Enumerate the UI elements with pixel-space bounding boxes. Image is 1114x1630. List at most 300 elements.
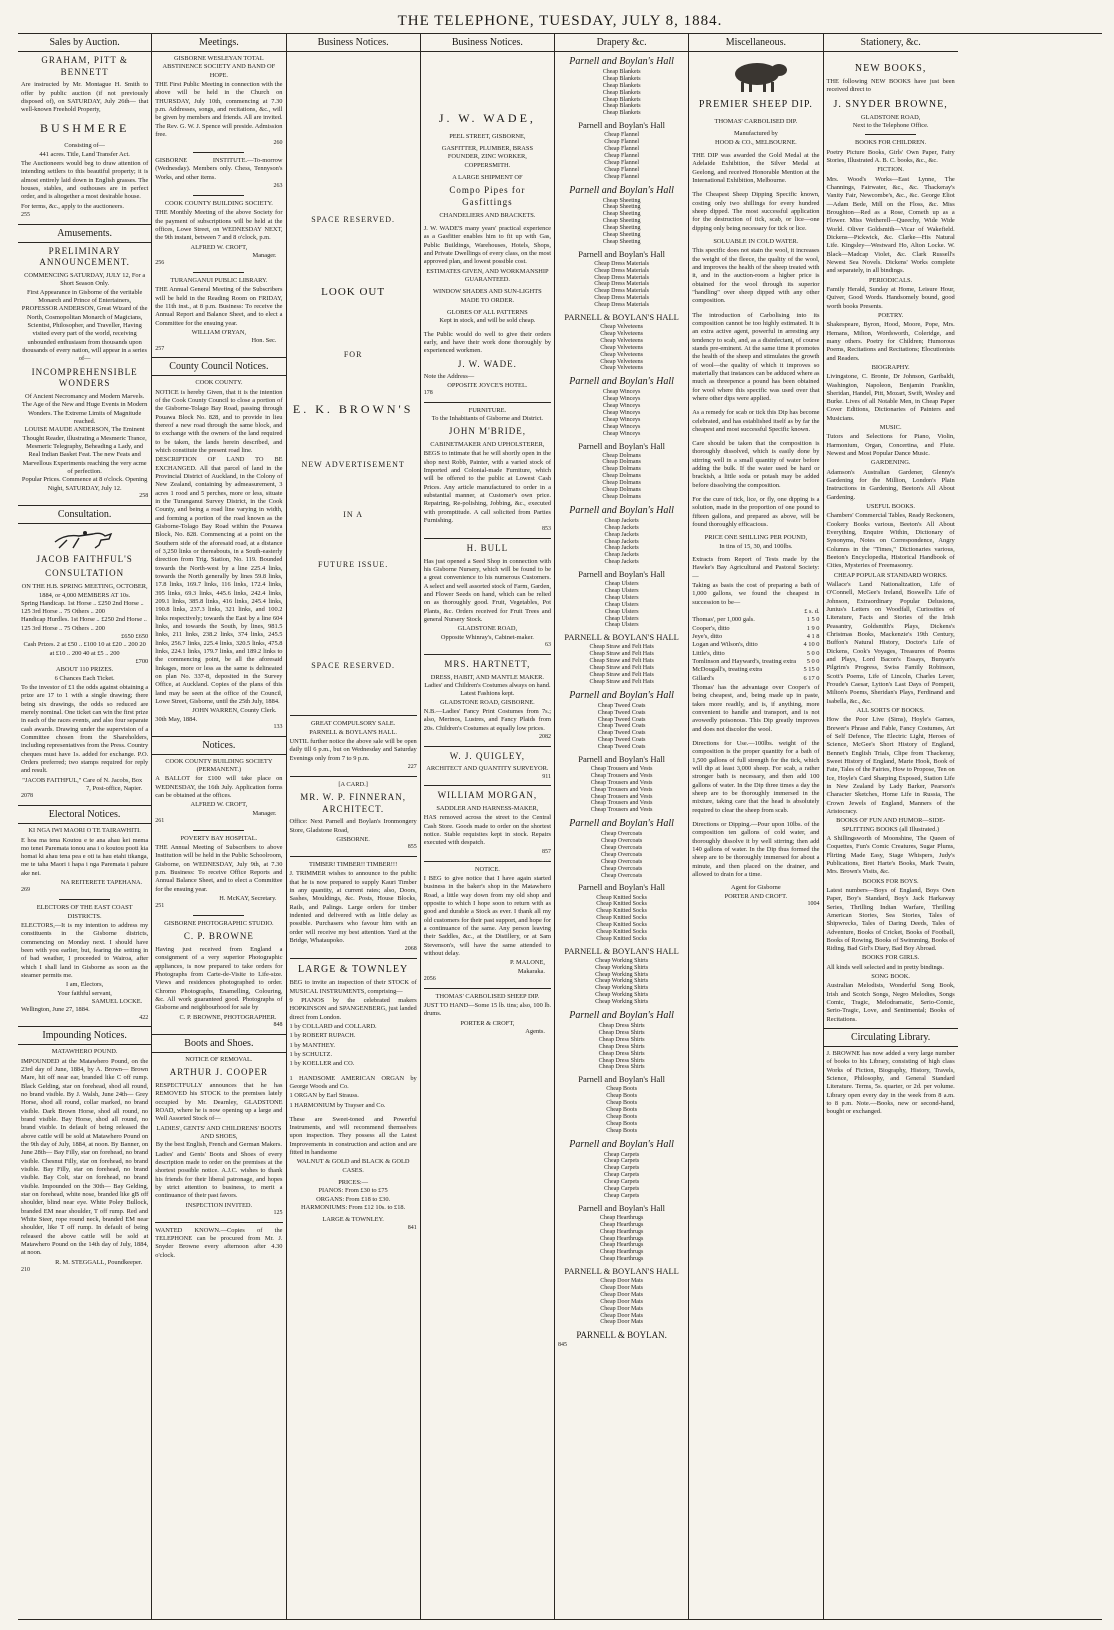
ad-title: JACOB FAITHFUL'S (36, 553, 133, 564)
ad-body: THE Monthly Meeting of the above Society for the payment of subscriptions will be held at the offices, Lowe Street, on WEDNESDAY NEXT, the 9th instant, between 7 and 8 o'clock, p.m. (155, 209, 283, 242)
ad-body: Ladies' and Children's Costumes always on hand. Latest Fashions kept. (424, 681, 551, 698)
goods-item: Cheap Ulsters (604, 594, 639, 601)
goods-item: Cheap Dress Shirts (598, 1050, 645, 1057)
ad-title: Compo Pipes for Gasfittings (449, 185, 526, 207)
ad-signature: H. McKAY, Secretary. (219, 895, 277, 903)
ad-body: J. W. WADE'S many years' practical experience as a Gasfitter enables him to fit up with Gas, Public Buildings, Warehouses, Hotels, Shops, and Private Dwellings of every class, on the most approved plan, and lowest possible cost. (423, 224, 551, 266)
ad-body: This specific does not stain the wool, it increases the weight of the fleece, the quality of the wool, and improves the health of the sheep treated with it, and in the auction-room a higher price is obtained for the wool through its superior "handling" over sheep dipped with any other composition. (692, 247, 820, 305)
goods-item: Cheap Hearthrugs (599, 1221, 644, 1228)
column-miscellaneous (689, 34, 823, 1619)
goods-item: Cheap Flannel (604, 159, 640, 166)
ad-body: THE Annual Meeting of Subscribers to above Institution will be held in the Public Schoolroom, Gisborne, on WEDNESDAY, July 9th, at 7.30 p.m. Business: To receive Office Reports and Annual Balance Sheet, and to elect a Committee for the ensuing year. (155, 844, 283, 893)
drapery-list (558, 55, 685, 1326)
ad-body: BEGS to intimate that he will shortly open in the shop next Robb, Painter, with a varied stock of Imported and Colonial-made Furniture, which will be offered to the public at Lowest Cash Prices. Any article manufactured to order in a substantial manner, at Customer's own price. Repairing, Re-polishing, Jobbing, &c., executed with promptitude. A call solicited from Parties Furnishing. (423, 450, 551, 524)
goods-item: Cheap Trousers and Vests (590, 786, 653, 793)
ad-body: Has just opened a Seed Shop in connection with his Gisborne Nursery, which will be found to be a great convenience to his numerous Customers. A select and well assorted stock of Farm, Garden, and Flower Seeds on hand, which can be relied on as thoroughly good. Fruit, Vegetables, Pot Plants, &c. Orders received for Fruit Trees and general Nursery Stock. (423, 557, 551, 624)
ad-ref: 263 (273, 183, 283, 190)
hall-heading: Parnell and Boylan's Hall (569, 1138, 674, 1150)
goods-list (558, 1086, 685, 1134)
ad-body: Family Herald, Sunday at Home, Leisure Hour, Quiver, Good Words. Handsomely bound, good worth books Presents. (826, 285, 955, 310)
ad-body: THE following NEW BOOKS have just been received direct to (826, 78, 955, 94)
ad-body: DESCRIPTION OF LAND TO BE EXCHANGED. All that parcel of land in the Provincial District of Auckland, in the Colony of New Zealand, containing by admeasurement, 3 acres 1 rood and 5 perches, more or less, situate in the Turanganui Survey District, in the Cook County, and being a road line varying in width, and forming a portion of the road known as the Gisborne-Tolago Bay Road within the Pouawa Block, No. 828. Commencing at a point on the Southern side of the aforesaid road, at a distance of 3,250 links or thereabouts, in a South-easterly direction from Trig. Station, No. 119. Bounded towards the North-west by a line 225.4 links, towards the North generally by lines 59.8 links, 17.8 links, 169.7 links, 116 links, 172.4 links, 395 links, 69.3 links, 445.6 links, 242.4 links, 209.1 links, 385.8 links, 416 links, 245.4 links, 190.8 links, 237.3 links, 321 links, and 100.2 links respectively; towards the East by a line 604 links, and towards the South, by lines, 981.5 links, 211 links, 238.2 links, 374 links, 245.5 links, 256.7 links, 225.4 links, 320.5 links, 475.8 links, 224.1 links, 179.7 links, and 189.2 links to the commencing point, be all the aforesaid linkages, more or less as the same is delineated on plan No. 337-8, deposited in the Survey Office, at Auckland. Copies of the plans of this land may be seen at the office of the Council, Lowe Street, Gisborne, until the 25th July, 1884. (155, 456, 283, 705)
column-heading: Miscellaneous. (689, 34, 822, 52)
ad-body: 9 PIANOS by the celebrated makers HOPKINSON and SPANGENBERG, just landed direct from London. (289, 996, 417, 1021)
goods-item: Cheap Dress Shirts (598, 1023, 645, 1030)
goods-list (558, 1278, 685, 1326)
cost-value: 4 1 8 (806, 633, 820, 641)
ad-text: FOUNDER, ZINC WORKER, (447, 153, 527, 161)
ad-text: GASFITTER, PLUMBER, BRASS (441, 144, 533, 152)
spacer (290, 520, 417, 560)
ad-ref: 63 (545, 642, 551, 649)
ad-body: Chambers' Commercial Tables, Ready Reckoners, Cookery Books various, Beeton's All About Everything, Enquire Within, Dictionary of Synonyms, Notes on Correspondence, Angry Columns in the "Times," Dictionaries various, Beeton's Encyclopedia, Historical Handbook of Cities, Mysteries of Freemasonry. (826, 512, 955, 570)
goods-item: Cheap Dress Materials (594, 295, 649, 302)
ad-text: I am, Electors, (65, 981, 104, 989)
ad-text: DRESS, HABIT, AND MANTLE MAKER. (430, 673, 545, 681)
goods-list (558, 389, 685, 437)
divider (59, 899, 110, 900)
handicap-spring: Spring Handicap. 1st Horse .. £250 2nd Horse .. 125 3rd Horse .. 75 Others .. 200 (21, 599, 144, 616)
ad-text: GLOBES OF ALL PATTERNS (447, 308, 528, 316)
ad-signature: PORTER & CROFT, (460, 1019, 515, 1027)
section-heading: Boots and Shoes. (152, 1034, 285, 1053)
cash-total: £700 (135, 658, 149, 666)
ad-item: 1 HANDSOME AMERICAN ORGAN by George Woods and Co. (289, 1074, 417, 1090)
ad-text: SADDLER AND HARNESS-MAKER, (436, 805, 539, 813)
goods-item: Cheap Velveteens (600, 330, 643, 337)
goods-item: Cheap Working Shirts (595, 992, 649, 999)
goods-item: Cheap Boots (606, 1113, 638, 1120)
cost-name: Jeye's, ditto (692, 633, 723, 641)
goods-item: Cheap Dress Materials (594, 274, 649, 281)
goods-item: Cheap Ulsters (604, 588, 639, 594)
ad-title: TURANGANUI PUBLIC LIBRARY. (170, 276, 268, 284)
goods-item: Cheap Dress Shirts (598, 1064, 645, 1071)
ad-ref: 255 (21, 211, 30, 218)
ad-ref: 125 (273, 1209, 283, 1216)
goods-item: Cheap Overcoats (601, 838, 643, 845)
ad-title: ELECTORS OF THE EAST COAST DISTRICTS. (36, 904, 133, 920)
cost-value: 5 0 0 (806, 658, 820, 666)
ad-title: TIMBER! TIMBER!! TIMBER!!! (309, 861, 398, 869)
goods-item: Cheap Dress Materials (594, 260, 649, 267)
goods-item: Cheap Straw and Felt Hats (589, 658, 654, 665)
cost-name: Tomlinson and Hayward's, treating extra (692, 658, 797, 666)
goods-list (558, 198, 685, 246)
goods-item: Cheap Jackets (604, 538, 639, 545)
cost-name: Little's, ditto (692, 649, 725, 657)
goods-item: Cheap Blankets (602, 89, 641, 96)
ad-title: GISBORNE PHOTOGRAPHIC STUDIO. (164, 920, 274, 928)
goods-item: Cheap Carpets (604, 1179, 640, 1186)
goods-item: Cheap Blankets (602, 103, 641, 110)
goods-item: Cheap Working Shirts (595, 971, 649, 978)
goods-item: Cheap Velveteens (600, 337, 643, 344)
cost-value: 1 9 0 (806, 624, 820, 632)
goods-item: Cheap Carpets (604, 1172, 640, 1179)
ad-ref: 210 (21, 1266, 30, 1273)
column-heading: Sales by Auction. (18, 34, 151, 52)
ad-ref: 258 (139, 493, 149, 499)
ad-ref: 133 (273, 723, 283, 730)
ad-text: FUTURE ISSUE. (317, 560, 389, 570)
ad-name: E. K. BROWN'S (292, 402, 414, 417)
goods-item: Cheap Boots (606, 1086, 638, 1093)
ad-text: PARNELL & BOYLAN'S HALL. (309, 728, 397, 736)
goods-list (558, 703, 685, 751)
goods-item: Cheap Overcoats (601, 865, 643, 872)
goods-item: Cheap Hearthrugs (599, 1249, 644, 1256)
hall-heading: Parnell and Boylan's Hall (578, 1202, 665, 1213)
ad-body: Australian Melodists, Wonderful Song Book, Irish and Scotch Songs, Negro Melodies, Songs Comic, Tragic, Melodramatic, Serio-Comic, Serio-Tragic, Love, and Sentimental; Books of Recitations. (826, 982, 955, 1023)
goods-list (558, 958, 685, 1006)
ad-ref: 2082 (539, 733, 551, 740)
book-category: FICTION. (877, 166, 905, 174)
goods-item: Cheap Blankets (602, 96, 641, 103)
goods-item: Cheap Jackets (604, 545, 639, 552)
goods-item: Cheap Knitted Socks (596, 901, 647, 908)
ad-title: CONSULTATION (45, 568, 125, 579)
ad-body: Latest numbers—Boys of England, Boys Own Paper, Boy's Standard, Boy's Jack Harkaway Series, Thrilling Indian Warfare, Thrilling American Stories, Sea Stories, Tales of Shipwrecks, Tales of Daring Deeds, Tales of Adventure, Books of Cricket, Books of Football, Books of Rowing, Books of Swimming, Books of Riding, Bad Girl's Diary, Bad Boy Abroad. (826, 886, 955, 953)
ad-text: CHANDELIERS AND BRACKETS. (439, 211, 536, 219)
ad-signature: LARGE & TOWNLEY. (322, 1216, 384, 1224)
space-reserved: SPACE RESERVED. (311, 660, 396, 670)
ad-body: JUST TO HAND—Some 15 lb. tins; also, 100 lb. drums. (423, 1001, 551, 1018)
goods-item: Cheap Knitted Socks (596, 908, 647, 915)
goods-item: Cheap Knitted Socks (596, 915, 647, 922)
cost-value: 5 15 0 (803, 666, 820, 674)
goods-item: Cheap Dolmans (602, 487, 641, 494)
spacer (290, 300, 417, 350)
book-category: CHEAP POPULAR STANDARD WORKS. (833, 571, 948, 579)
goods-item: Cheap Dress Materials (594, 302, 649, 309)
divider (865, 134, 916, 135)
goods-item: Cheap Jackets (604, 531, 639, 538)
ad-text: Note the Address— (423, 373, 475, 381)
ad-text: INSPECTION INVITED. (185, 1201, 253, 1209)
goods-item: Cheap Jackets (604, 552, 639, 559)
ad-body: Wallace's Land Nationalization, Life of O'Connell, McGee's Ireland, Boswell's Life of Johnson, Extraordinary Popular Delusions, Junius's Letters on Woodfall, Curiosities of Literature, Facts and Stories of the Irish Peasantry, Goldsmith's Plays, Dickens's Christmas Books, Mackenzie's 19th Century, Buffon's Natural History, Doctor's Life of Dickens, Cook's Voyages, Treasures of Poems and Plays, Lord Bacon's Essays, Bunyan's Pilgrim's Progress, Swiss Family Robinson, Scott's Poems, Life of Lincoln, Charles Lever, Froude's Caesar, Lytton's Last Days of Pompeii, Milton's Poems, Sheridan's Plays, Ferdinand and Isabella, &c., &c. (826, 581, 955, 705)
goods-list (558, 766, 685, 814)
ad-body: Shakespeare, Byron, Hood, Moore, Pope, Mrs. Hemans, Milton, Wordsworth, Coleridge, and many others. Poetry for Children; Humorous Poems, Recitations and Recitations; Elocutionists and Readers. (826, 321, 955, 362)
ad-title: GISBORNE WESLEYAN TOTAL ABSTINENCE SOCIETY AND BAND OF HOPE. (162, 55, 276, 79)
hall-heading: Parnell and Boylan's Hall (578, 120, 665, 131)
goods-item: Cheap Carpets (604, 1192, 640, 1199)
ad-role: Manager. (252, 251, 277, 259)
ad-ref: 848 (273, 1022, 283, 1029)
ad-title: PRICE ONE SHILLING PER POUND, (704, 534, 808, 542)
goods-item: Cheap Overcoats (601, 831, 643, 838)
hall-heading: PARNELL & BOYLAN'S HALL (564, 632, 679, 643)
column-meetings (152, 34, 286, 1619)
goods-item: Cheap Straw and Felt Hats (589, 644, 654, 651)
goods-item: Cheap Flannel (604, 152, 640, 159)
ad-body: For terms, &c., apply to the auctioneers. (21, 202, 124, 210)
ad-text: 6 Chances Each Ticket. (54, 674, 115, 682)
goods-item: Cheap Velveteens (600, 365, 643, 372)
ad-title: LOOK OUT (321, 286, 386, 299)
column-business-1 (287, 34, 421, 1619)
goods-item: Cheap Dress Shirts (598, 1029, 645, 1036)
cost-name: Gillard's (692, 674, 714, 682)
ad-item: 1 HARMONIUM by Trayser and Co. (289, 1101, 386, 1109)
ad-text: OPPOSITE JOYCE'S HOTEL. (447, 381, 528, 389)
ad-body: The Auctioneers would beg to draw attention of intending settlers to this beautiful property; it is almost entirely laid down in English grasses. The houses, stables, and outhouses are in perfect order, and is altogether a most desirable house. (21, 159, 149, 201)
goods-item: Cheap Dolmans (602, 459, 641, 466)
divider (424, 402, 551, 403)
hall-heading: Parnell and Boylan's Hall (578, 440, 665, 451)
goods-item: Cheap Hearthrugs (599, 1214, 644, 1221)
goods-item: Cheap Winceys (602, 430, 641, 437)
cost-row (692, 658, 819, 666)
goods-item: Cheap Dolmans (602, 493, 641, 500)
column-sales (18, 34, 152, 1619)
masthead: THE TELEPHONE, TUESDAY, JULY 8, 1884. (18, 8, 1102, 34)
ad-body: A Shillingsworth of Moonshine, The Queen of Coquettes, Fun's Comic Creatures, Sugar Plums, Flirting Made Easy, Stage Whispers, Judy's Publications, Bret Harte's Books, Mark Twain, Mrs. Brown's Visits, &c. (826, 834, 955, 876)
divider (424, 654, 551, 655)
goods-item: Cheap Door Mats (600, 1312, 643, 1319)
goods-item: Cheap Dress Materials (594, 281, 649, 288)
ad-ref: 422 (139, 1014, 149, 1021)
ad-ref: 845 (558, 1342, 567, 1349)
ad-body: ELECTORS,—It is my intention to address my constituents in the Gisborne districts, commencing on Monday next. I should have been with you earlier, but, fearing the setting in of bad weather, I proceeded to Wairoa, after which I shall land in Gisborne as soon as the steamer permits me. (21, 921, 149, 979)
ad-text: WALNUT & GOLD and BLACK & GOLD CASES. (296, 1158, 410, 1174)
ad-body: Tutors and Selections for Piano, Violin, Harmonium, Organ, Concertina, and Flute. Newest and Most Popular Dance Music. (826, 433, 955, 458)
ad-title: INCOMPREHENSIBLE WONDERS (31, 366, 138, 389)
ad-title: PREMIER SHEEP DIP. (698, 99, 813, 110)
cost-name: Cooper's, ditto (692, 624, 730, 632)
book-category: BOOKS FOR BOYS. (862, 877, 919, 885)
ad-name: ARTHUR J. COOPER (169, 1067, 268, 1078)
ad-body: Directions or Dipping.—Pour upon 10lbs. of the composition ten gallons of cold water, and thoroughly dissolve it by well stirring; then add 140 gallons of water. In the Dip thus formed the sheep are to be thoroughly immersed for about a minute, and then placed on the drainer, and allowed to drain for a time. (692, 820, 820, 878)
book-category: MUSIC. (879, 424, 902, 432)
goods-item: Cheap Winceys (602, 409, 641, 416)
ad-signature: C. P. BROWNE, PHOTOGRAPHER. (179, 1013, 277, 1021)
cost-row (692, 633, 819, 641)
ad-title: THOMAS' CARBOLISED SHEEP DIP. (435, 992, 540, 1000)
ad-text: FOR (343, 349, 363, 359)
ad-signature: "JACOB FAITHFUL," Care of N. Jacobs, Box 7, Post-office, Napier. (22, 776, 143, 793)
ad-ref: 261 (155, 817, 165, 824)
ad-body: Taking as basis the cost of preparing a bath of 1,000 gallons, we found the cheapest in succession to be— (692, 582, 820, 606)
goods-list (558, 1152, 685, 1200)
ad-body: Ladies' and Gents' Boots and Shoes of every description made to order on the premises at the shortest possible notice. A.J.C. wishes to thank his friends for their liberal patronage, and hopes by strict attention to business, to merit a continuance of their past favors. (155, 1150, 283, 1200)
ad-body: Popular Prices. Commence at 8 o'clock. Opening Night, SATURDAY, July 12. (21, 476, 148, 492)
ad-text: COMMENCING SATURDAY, JULY 12, For a Short Season Only. (24, 272, 146, 288)
ad-body: The Public would do well to give their orders early, and have their work done thoroughly by experienced workmen. (423, 330, 551, 355)
sheep-illustration (719, 56, 793, 94)
goods-item: Cheap Carpets (604, 1151, 640, 1158)
ad-body: To the investor of £1 the odds against obtaining a prize are 17 to 1 with a single drawing; there being six drawings, the odds so reduced are merely nominal. One ticket can win the first prize in each of the races events, and also four separate cash awards. Drawing under the supervision of a Committee chosen from the Shareholders, including representatives from the Press. Country cheques must have 1s. added for exchange. P.O. Orders preferred; two stamps required for reply and result. (21, 684, 149, 775)
hall-heading: PARNELL & BOYLAN'S HALL (564, 312, 679, 323)
hall-heading: Parnell and Boylan's Hall (578, 569, 665, 580)
ad-item: ORGANS: From £18 to £30. (316, 1195, 391, 1203)
goods-item: Cheap Dolmans (602, 473, 641, 480)
goods-item: Cheap Tweed Coats (597, 737, 646, 744)
ad-date: 30th May, 1884. (155, 715, 198, 723)
hall-heading: Parnell and Boylan's Hall (578, 248, 665, 259)
ad-title: GREAT COMPULSORY SALE. (310, 720, 396, 728)
goods-item: Cheap Knitted Socks (596, 935, 647, 942)
ad-signature: JOHN WARREN, County Clerk. (192, 707, 277, 715)
ad-role: Hon. Sec. (251, 337, 277, 345)
divider (424, 988, 551, 989)
ad-title: POVERTY BAY HOSPITAL. (180, 834, 258, 842)
goods-item: Cheap Dress Shirts (598, 1057, 645, 1064)
goods-item: Cheap Dress Shirts (598, 1036, 645, 1043)
ad-signature: ALFRED W. CROFT, (190, 801, 248, 809)
ad-body: The Cheapest Sheep Dipping Specific known, costing only two shillings for every hundred sheep dipped. The most successful application for the destruction of tick, scab, or lice—one dipping only being necessary for tick or lice. (692, 191, 820, 232)
hall-heading: Parnell and Boylan's Hall (578, 882, 665, 893)
ad-title: PRELIMINARY ANNOUNCEMENT. (39, 245, 130, 268)
goods-item: Cheap Hearthrugs (599, 1235, 644, 1242)
goods-item: Cheap Boots (606, 1107, 638, 1113)
section-heading: County Council Notices. (152, 357, 285, 376)
ad-text: GLADSTONE ROAD, (860, 113, 921, 121)
ad-text: Kept in stock, and will be sold cheap. (439, 317, 536, 325)
goods-item: Cheap Boots (606, 1120, 638, 1127)
goods-item: Cheap Jackets (604, 559, 639, 566)
ad-title: COOK COUNTY BUILDING SOCIETY. (164, 199, 273, 207)
ad-body: All kinds well selected and in pretty bindings. (826, 963, 944, 971)
spacer (290, 360, 417, 396)
ad-body: NOTICE is hereby Given, that it is the intention of the Cook County Council to close a portion of the Gisborne-Tolago Bay Road, passing through Pouawa Block No. 828, and to provide in lieu thereof a new road through the same block, and to exchange with the owners of the land required to be taken, the lands herein described, and which constitute the present road line. (155, 388, 283, 454)
goods-list (558, 453, 685, 501)
columns (18, 34, 1102, 1620)
goods-item: Cheap Trousers and Vests (590, 807, 653, 814)
ad-item: 1 by ROBERT RUPACH. (289, 1032, 356, 1040)
goods-item: Cheap Carpets (604, 1158, 640, 1165)
ad-text: GLADSTONE ROAD, (457, 625, 518, 633)
ad-body: Directions for Use.—100lbs. weight of the composition is the proper quantity for a bath of 1,500 gallons of full strength for the tick, which will dip at least 3,000 sheep. For scab, a rather stronger bath is necessary, and then add 100 gallons of water. In the Dip three times a day the sheep are to be thoroughly immersed in the mixture, taking care that the head is absolutely required to clear the sheep from scab. (692, 739, 820, 814)
ad-text: THOMAS' CARBOLISED DIP. (714, 118, 798, 125)
ad-body: Poetry Picture Books, Girls' Own Paper, Fairy Stories, Illustrated A. B. C. books, &c., &c. (826, 148, 955, 164)
column-heading: Business Notices. (421, 34, 554, 52)
goods-item: Cheap Trousers and Vests (590, 793, 653, 800)
ad-body: IMPOUNDED at the Matawhero Pound, on the 23rd day of June, 1884, by A. Brown— Brown Mare, hit off near ear, branded like C off rump. Black Gelding, star on forehead, shod all round, no brand visible. By J. Walsh, June 24th— Grey Horse, shod all round, collar marked, no brand visible. Dark Brown Horse, shod all round, no brand visible. Bay Horse, shod all round, no brand visible. In default of being released the above cattle will be sold at Matawhero Pound on the 9th day of July, 1884, at noon. By Banner, on June 28th— Bay Filly, star on forehead, no brand visible. Chesnut Filly, star on forehead, no brand visible. Bay Filly, star on forehead, no brand visible. Bay Colt, star on forehead, no brand visible. Impounded on the 30th— Bay Gelding, star on forehead, white nose, branded like gB off shoulder, blind near eye. White Poley Bullock, branded EM near shoulder, T off rump. Red and White Steer, rope round neck, branded EM near shoulder, like T off rump. In default of being released the above cattle will be sold at Matawhero Pound on the 14th day of July, 1884, at noon. (21, 1057, 149, 1257)
goods-item: Cheap Dolmans (602, 452, 641, 459)
divider (193, 915, 244, 916)
ad-body: The introduction of Carbolising into its composition cannot be too highly estimated. It is an extra active agent, powerful in arresting any tendency to scab, and, as a disinfectant, of course stands pre-eminent. At the same time it promotes the health of the sheep and stimulates the growth of wool—the quality of which it improves so materially that instances can be adduced where as much as threepence a pound has been obtained for wool where this specific was used over that where other dips were applied. (692, 311, 820, 402)
ad-signature: WILLIAM O'RYAN, (191, 328, 247, 336)
ad-text: In tins of 15, 30, and 100lbs. (719, 542, 793, 550)
cost-name: Logan and Wilson's, ditto (692, 641, 758, 649)
goods-item: Cheap Tweed Coats (597, 744, 646, 751)
book-category: BIOGRAPHY. (871, 363, 910, 371)
ad-title: SOLUABLE IN COLD WATER. (713, 237, 799, 245)
cash-prizes: Cash Prizes. 2 at £50 .. £100 10 at £20 .. 200 20 at £10 .. 200 40 at £5 .. 200 (23, 641, 146, 657)
section-heading: Amusements. (18, 224, 151, 243)
section-heading: Notices. (152, 736, 285, 755)
goods-item: Cheap Flannel (604, 132, 640, 139)
goods-list (558, 1215, 685, 1263)
column-heading: Meetings. (152, 34, 285, 52)
divider (424, 861, 551, 862)
ad-text: GLADSTONE ROAD, GISBORNE. (440, 698, 535, 706)
ad-item: 1 by SCHULTZ. (289, 1050, 333, 1058)
goods-list (558, 831, 685, 879)
goods-list (558, 644, 685, 685)
ad-item: HARMONIUMS: From £12 10s. to £18. (301, 1204, 406, 1212)
cost-row (692, 641, 819, 649)
ad-ref: 911 (542, 773, 551, 780)
ad-body: Of Ancient Necromancy and Modern Marvels. The Age of the New and Huge Events in Modern Wonders. The Extreme Limits of Magnitude reached. (21, 393, 148, 426)
goods-item: Cheap Hearthrugs (599, 1228, 644, 1235)
divider (424, 785, 551, 786)
hall-heading: Parnell and Boylan's Hall (569, 184, 674, 196)
ad-title: MATAWHERO POUND. (51, 1048, 118, 1056)
goods-item: Cheap Tweed Coats (597, 716, 646, 723)
divider (193, 195, 244, 196)
goods-list (558, 132, 685, 180)
cost-row (692, 625, 819, 633)
ad-name: LARGE & TOWNLEY (298, 964, 409, 976)
ad-title: NEW BOOKS, (854, 63, 927, 74)
section-heading: Consultation. (18, 505, 151, 524)
goods-list (558, 69, 685, 117)
cost-table (692, 616, 819, 683)
goods-item: Cheap Working Shirts (595, 964, 649, 971)
goods-item: Cheap Flannel (604, 146, 640, 153)
cost-value: 6 17 0 (803, 674, 820, 682)
goods-item: Cheap Velveteens (600, 344, 643, 351)
hall-heading: PARNELL & BOYLAN'S HALL (564, 945, 679, 956)
goods-item: Cheap Knitted Socks (596, 922, 647, 929)
goods-item: Cheap Working Shirts (595, 978, 649, 985)
goods-item: Cheap Dress Shirts (598, 1043, 645, 1050)
ad-text: ABOUT 110 PRIZES. (55, 666, 114, 674)
goods-item: Cheap Ulsters (604, 615, 639, 622)
ad-text: GISBORNE. (336, 836, 370, 844)
goods-item: Cheap Door Mats (600, 1291, 643, 1298)
ad-text: To the Inhabitants of Gisborne and District. (431, 415, 543, 422)
ad-ref: 855 (407, 844, 417, 851)
spacer (424, 55, 551, 105)
ad-body: First Appearance in Gisborne of the veritable Monarch and Prince of Entertainers, PROFESSOR ANDERSON, Great Wizard of the North, Cosmopolitan Monarch of Magicians, Scientist, Philosopher, and Traveller, Having visited every part of the world, receiving unbounded enthusiasm from thousands upon thousands of every nation, will appear in a series of— (21, 288, 148, 363)
ad-signature: ALFRED W. CROFT, (190, 243, 248, 251)
goods-item: Cheap Sheeting (602, 197, 641, 204)
ad-text: NEW ADVERTISEMENT (301, 459, 405, 469)
goods-list (558, 518, 685, 566)
section-heading: Impounding Notices. (18, 1026, 151, 1045)
ad-name: J. W. WADE, (438, 111, 536, 125)
cost-header: £ s. d. (804, 608, 820, 616)
ad-ref: 227 (407, 763, 417, 770)
goods-item: Cheap Knitted Socks (596, 894, 647, 901)
cost-row (692, 616, 819, 624)
ad-signature: R. M. STEGGALL, Poundkeeper. (55, 1258, 143, 1266)
handicap-hurdles: Handicap Hurdles. 1st Horse .. £250 2nd Horse .. 125 3rd Horse .. 75 Others .. 200 (21, 616, 147, 632)
goods-item: Cheap Tweed Coats (597, 709, 646, 716)
goods-item: Cheap Door Mats (600, 1278, 643, 1285)
goods-item: Cheap Boots (606, 1093, 638, 1100)
goods-item: Cheap Straw and Felt Hats (589, 678, 654, 685)
goods-item: Cheap Straw and Felt Hats (589, 665, 654, 672)
goods-item: Cheap Door Mats (600, 1319, 643, 1326)
ad-body: UNTIL further notice the above sale will be open daily till 6 p.m., but on Wednesday and Saturday Evenings only from 7 to 9 p.m. (289, 737, 417, 762)
book-category: BOOKS OF FUN AND HUMOR—SIDE-SPLITTING BOOKS (all Illustrated.) (836, 817, 946, 833)
ad-name: J. SNYDER BROWNE, (833, 98, 948, 110)
goods-item: Cheap Trousers and Vests (590, 766, 653, 773)
ad-item: PIANOS: From £30 to £75 (318, 1187, 388, 1195)
goods-item: Cheap Winceys (602, 416, 641, 423)
goods-item: Cheap Working Shirts (595, 999, 649, 1006)
cost-row (692, 675, 819, 683)
ad-ref: 857 (542, 848, 551, 855)
hall-heading: Parnell and Boylan's Hall (569, 818, 674, 830)
ad-ref: 2056 (423, 975, 436, 982)
ad-text: Manufactured by (733, 130, 778, 138)
